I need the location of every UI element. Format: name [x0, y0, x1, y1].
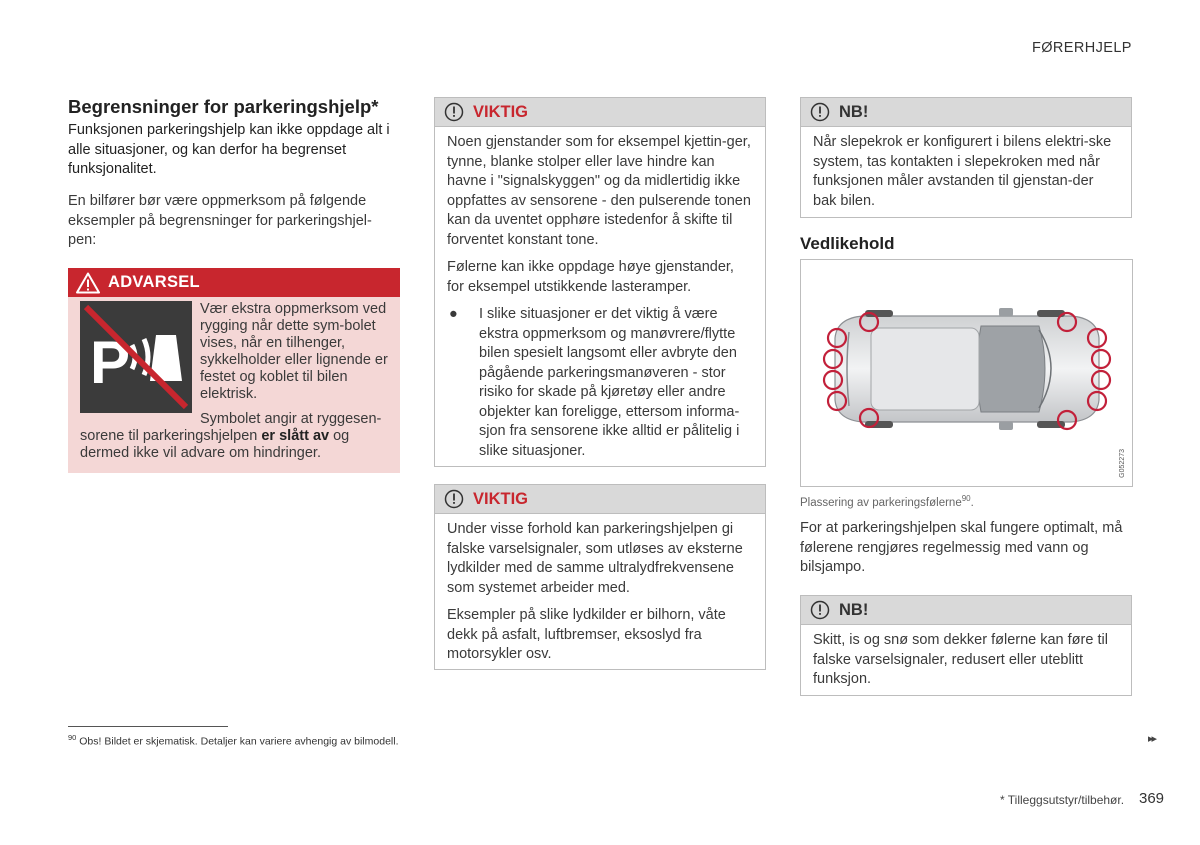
list-item	[447, 305, 753, 461]
note-header	[801, 596, 1131, 625]
maintenance-heading: Vedlikehold	[800, 234, 895, 253]
note-title: NB!	[839, 600, 869, 619]
important-text-1: Under visse forhold kan parkeringshjelpen gi falske varselsignaler, som utløses av eksterne lydkilder med de samme ultralydfrekvensene som systemet arbeider med.	[447, 521, 743, 596]
note-title: NB!	[839, 102, 869, 121]
important-header	[435, 485, 765, 514]
next-page-arrow-icon[interactable]: ▸▸	[1148, 733, 1156, 745]
note-box-towbar	[800, 97, 1132, 218]
important-header	[435, 98, 765, 127]
note-box-dirt	[800, 595, 1132, 696]
warning-text-2: Symbolet angir at ryggesen-sorene til parkeringshjelpen er slått av og dermed ikke vil advare om hindringer.	[80, 411, 382, 461]
sensor-placement-figure	[800, 259, 1133, 487]
car-top-view-illustration	[801, 260, 1132, 486]
info-circle-icon	[810, 102, 830, 122]
info-circle-icon	[810, 600, 830, 620]
note-text: Skitt, is og snø som dekker følerne kan føre til falske varselsignaler, redusert eller uteblitt funksjon.	[813, 632, 1108, 687]
bullet-icon: ●	[449, 306, 458, 322]
accessory-note: * Tilleggsutstyr/tilbehør.	[1000, 793, 1125, 807]
exclamation-circle-icon	[444, 102, 464, 122]
important-box-signal-shadow	[434, 97, 766, 467]
section-header: FØRERHJELP	[1032, 40, 1132, 56]
important-text-1: Noen gjenstander som for eksempel kjettin-ger, tynne, blanke stolper eller lave hindre kan havne i "signalskyggen" og da midlertidig ikke oppfattes av sensorene - den pulserende tonen kan da uventet opphøre istedenfor å skifte til forventet konstant tone.	[447, 134, 751, 248]
exclamation-circle-icon	[444, 489, 464, 509]
important-title: VIKTIG	[473, 102, 529, 121]
figure-caption: Plassering av parkeringsfølerne$^{90}$.	[800, 494, 974, 509]
figure-code: G052273	[1119, 449, 1126, 478]
warning-triangle-icon	[76, 272, 100, 294]
footnote: $^{90}$ Obs! Bildet er skjematisk. Detaljer kan variere avhengig av bilmodell.	[68, 733, 399, 748]
page-title: Begrensninger for parkeringshjelp*	[68, 96, 379, 117]
note-header	[801, 98, 1131, 127]
park-assist-off-symbol-icon	[80, 301, 192, 413]
warning-title: ADVARSEL	[108, 273, 200, 291]
svg-text:P: P	[90, 329, 131, 396]
footnote-divider	[68, 726, 228, 727]
bullet-text: I slike situasjoner er det viktig å være ekstra oppmerksom og manøvrere/flytte bilen spesielt langsomt eller avbryte den pågående parkeringsmanøveren - stor risiko for skade på kjøretøy eller andre objekter kan foreligge, ettersom informa-sjon fra sensorene ikke alltid er pålitelig i slike situasjoner.	[479, 306, 740, 459]
maintenance-paragraph: For at parkeringshjelpen skal fungere optimalt, må følerene rengjøres regelmessig med vann og bilsjampo.	[800, 520, 1123, 575]
warning-text-1: Vær ekstra oppmerksom ved rygging når dette sym-bolet vises, når en tilhenger, sykkelholder eller lignende er festet og koblet til bilen elektrisk.	[200, 301, 388, 402]
important-text-2: Eksempler på slike lydkilder er bilhorn, våte dekk på asfalt, luftbremser, eksoslyd fra motorsykler osv.	[447, 607, 726, 662]
switched-off-emphasis: er slått av	[261, 428, 330, 444]
note-text: Når slepekrok er konfigurert i bilens elektri-ske system, tas kontakten i slepekroken med når funksjonen måler avstanden til gjenstan-der bak bilen.	[813, 134, 1112, 209]
important-title: VIKTIG	[473, 489, 529, 508]
body-paragraph: En bilfører bør være oppmerksom på følgende eksempler på begrensninger for parkeringshjel-pen:	[68, 193, 372, 248]
important-box-false-signals	[434, 484, 766, 670]
footnote-ref: 90	[961, 494, 971, 503]
intro-paragraph: Funksjonen parkeringshjelp kan ikke oppdage alt i alle situasjoner, og kan derfor ha begrenset funksjonalitet.	[68, 122, 390, 177]
important-text-2: Følerne kan ikke oppdage høye gjenstander, for eksempel utstikkende lasteramper.	[447, 259, 734, 295]
warning-header	[68, 268, 400, 297]
warning-box	[68, 268, 400, 473]
page-number: 369	[1139, 790, 1165, 807]
